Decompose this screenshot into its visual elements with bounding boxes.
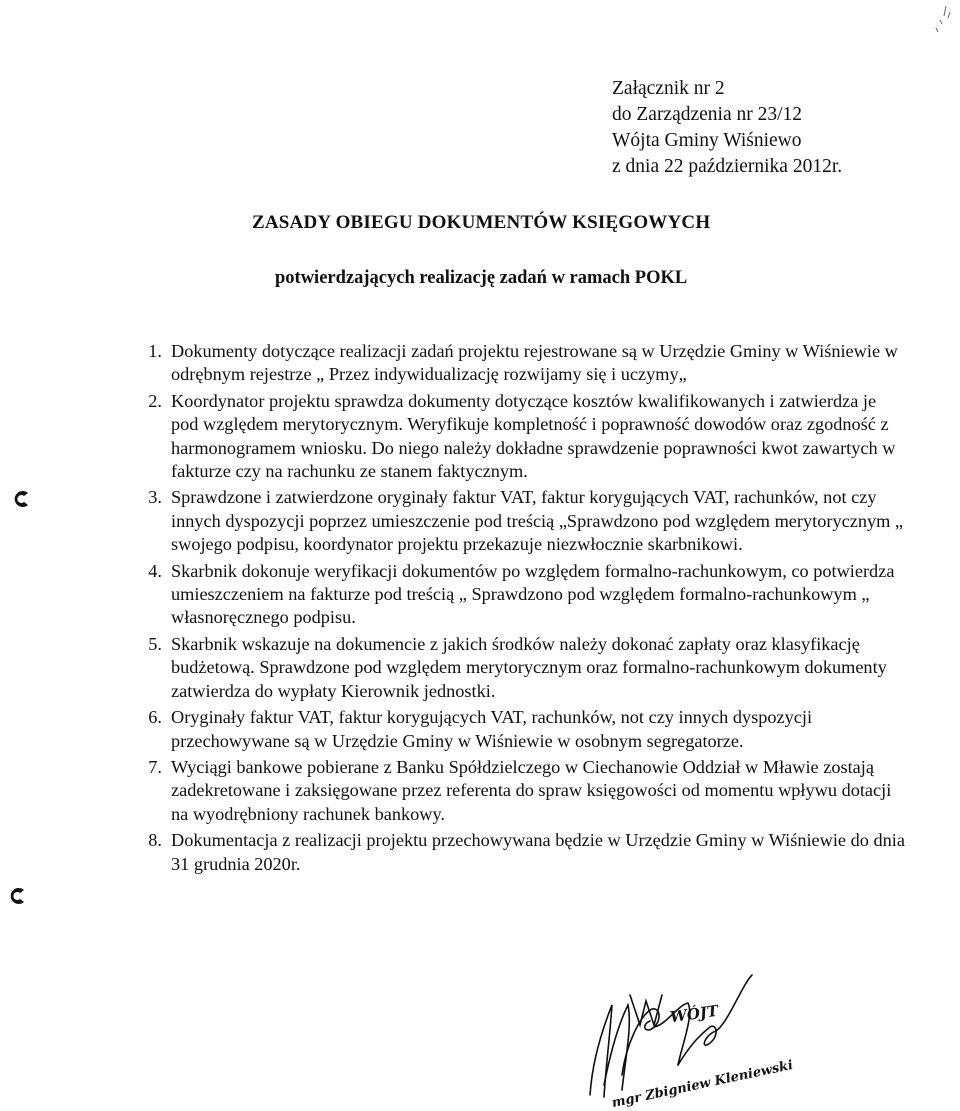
scan-speck-mark	[896, 2, 956, 42]
stamp-name: mgr Zbigniew Kleniewski	[610, 1057, 795, 1111]
list-item	[0, 560, 960, 630]
item-text: Dokumenty dotyczące realizacji zadań projektu rejestrowane są w Urzędzie Gminy w Wiśniewie w odrębnym rejestrze „ Przez indywidualizację rozwijamy się i uczymy„	[171, 341, 898, 385]
item-text: Wyciągi bankowe pobierane z Banku Spółdzielczego w Ciechanowie Oddział w Mławie zostają zadekretowane i zaksięgowane przez referenta do spraw księgowości od momentu wpływu dotacji na wyodrębniony rachunek bankowy.	[171, 756, 892, 824]
item-number: 6.	[148, 707, 162, 728]
list-item	[0, 390, 960, 484]
item-number: 1.	[148, 341, 162, 361]
item-number: 4.	[148, 560, 162, 581]
list-item	[0, 340, 960, 387]
list-item	[0, 706, 960, 753]
item-text: Oryginały faktur VAT, faktur korygujących VAT, rachunków, not czy innych dyspozycji przechowywane są w Urzędzie Gminy w Wiśniewie w osobnym segregatorze.	[171, 707, 813, 751]
stamp-title: WÓJT	[668, 1001, 720, 1027]
list-item	[0, 829, 960, 876]
rules-list	[0, 340, 960, 876]
issuer-line: Wójta Gminy Wiśniewo	[612, 130, 802, 151]
list-item	[0, 633, 960, 703]
item-number: 3.	[148, 487, 162, 508]
item-number: 8.	[148, 830, 162, 851]
attachment-number: Załącznik nr 2	[612, 78, 725, 99]
list-item	[0, 486, 960, 556]
item-text: Koordynator projektu sprawdza dokumenty dotyczące kosztów kwalifikowanych i zatwierdza je pod względem merytorycznym. Weryfikuje kompletność i poprawność dowodów oraz zgodność z harmonogramem wniosku. Do niego należy dokładne sprawdzenie poprawności kwot zawartych w fakturze czy na rachunku ze stanem faktycznym.	[171, 390, 896, 482]
document-title: ZASADY OBIEGU DOKUMENTÓW KSIĘGOWYCH	[252, 212, 711, 233]
item-text: Sprawdzone i zatwierdzone oryginały faktur VAT, faktur korygujących VAT, rachunków, not czy innych dyspozycji poprzez umieszczenie pod treścią „Sprawdzono pod względem merytorycznym „ swojego podpisu, koordynator projektu przekazuje niezwłocznie skarbnikowi.	[171, 487, 903, 555]
punch-hole-mark	[6, 885, 28, 907]
date-line: z dnia 22 października 2012r.	[612, 156, 843, 177]
document-subtitle: potwierdzających realizację zadań w ramach POKL	[275, 268, 688, 288]
list-item	[0, 756, 960, 826]
item-text: Skarbnik dokonuje weryfikacji dokumentów po względem formalno-rachunkowym, co potwierdza umieszczeniem na fakturze pod treścią „ Sprawdzono pod względem formalno-rachunkowym „ własnoręcznego podpisu.	[171, 560, 895, 628]
item-number: 5.	[148, 633, 162, 654]
signature-block	[570, 965, 820, 1111]
item-number: 7.	[148, 756, 162, 777]
ordinance-reference: do Zarządzenia nr 23/12	[612, 104, 803, 125]
attachment-header	[612, 76, 842, 180]
item-text: Dokumentacja z realizacji projektu przechowywana będzie w Urzędzie Gminy w Wiśniewie do dnia 31 grudnia 2020r.	[171, 830, 905, 874]
item-number: 2.	[148, 390, 162, 411]
item-text: Skarbnik wskazuje na dokumencie z jakich środków należy dokonać zapłaty oraz klasyfikację budżetową. Sprawdzone pod względem merytorycznym oraz formalno-rachunkowym dokumenty zatwierdza do wypłaty Kierownik jednostki.	[171, 633, 887, 701]
